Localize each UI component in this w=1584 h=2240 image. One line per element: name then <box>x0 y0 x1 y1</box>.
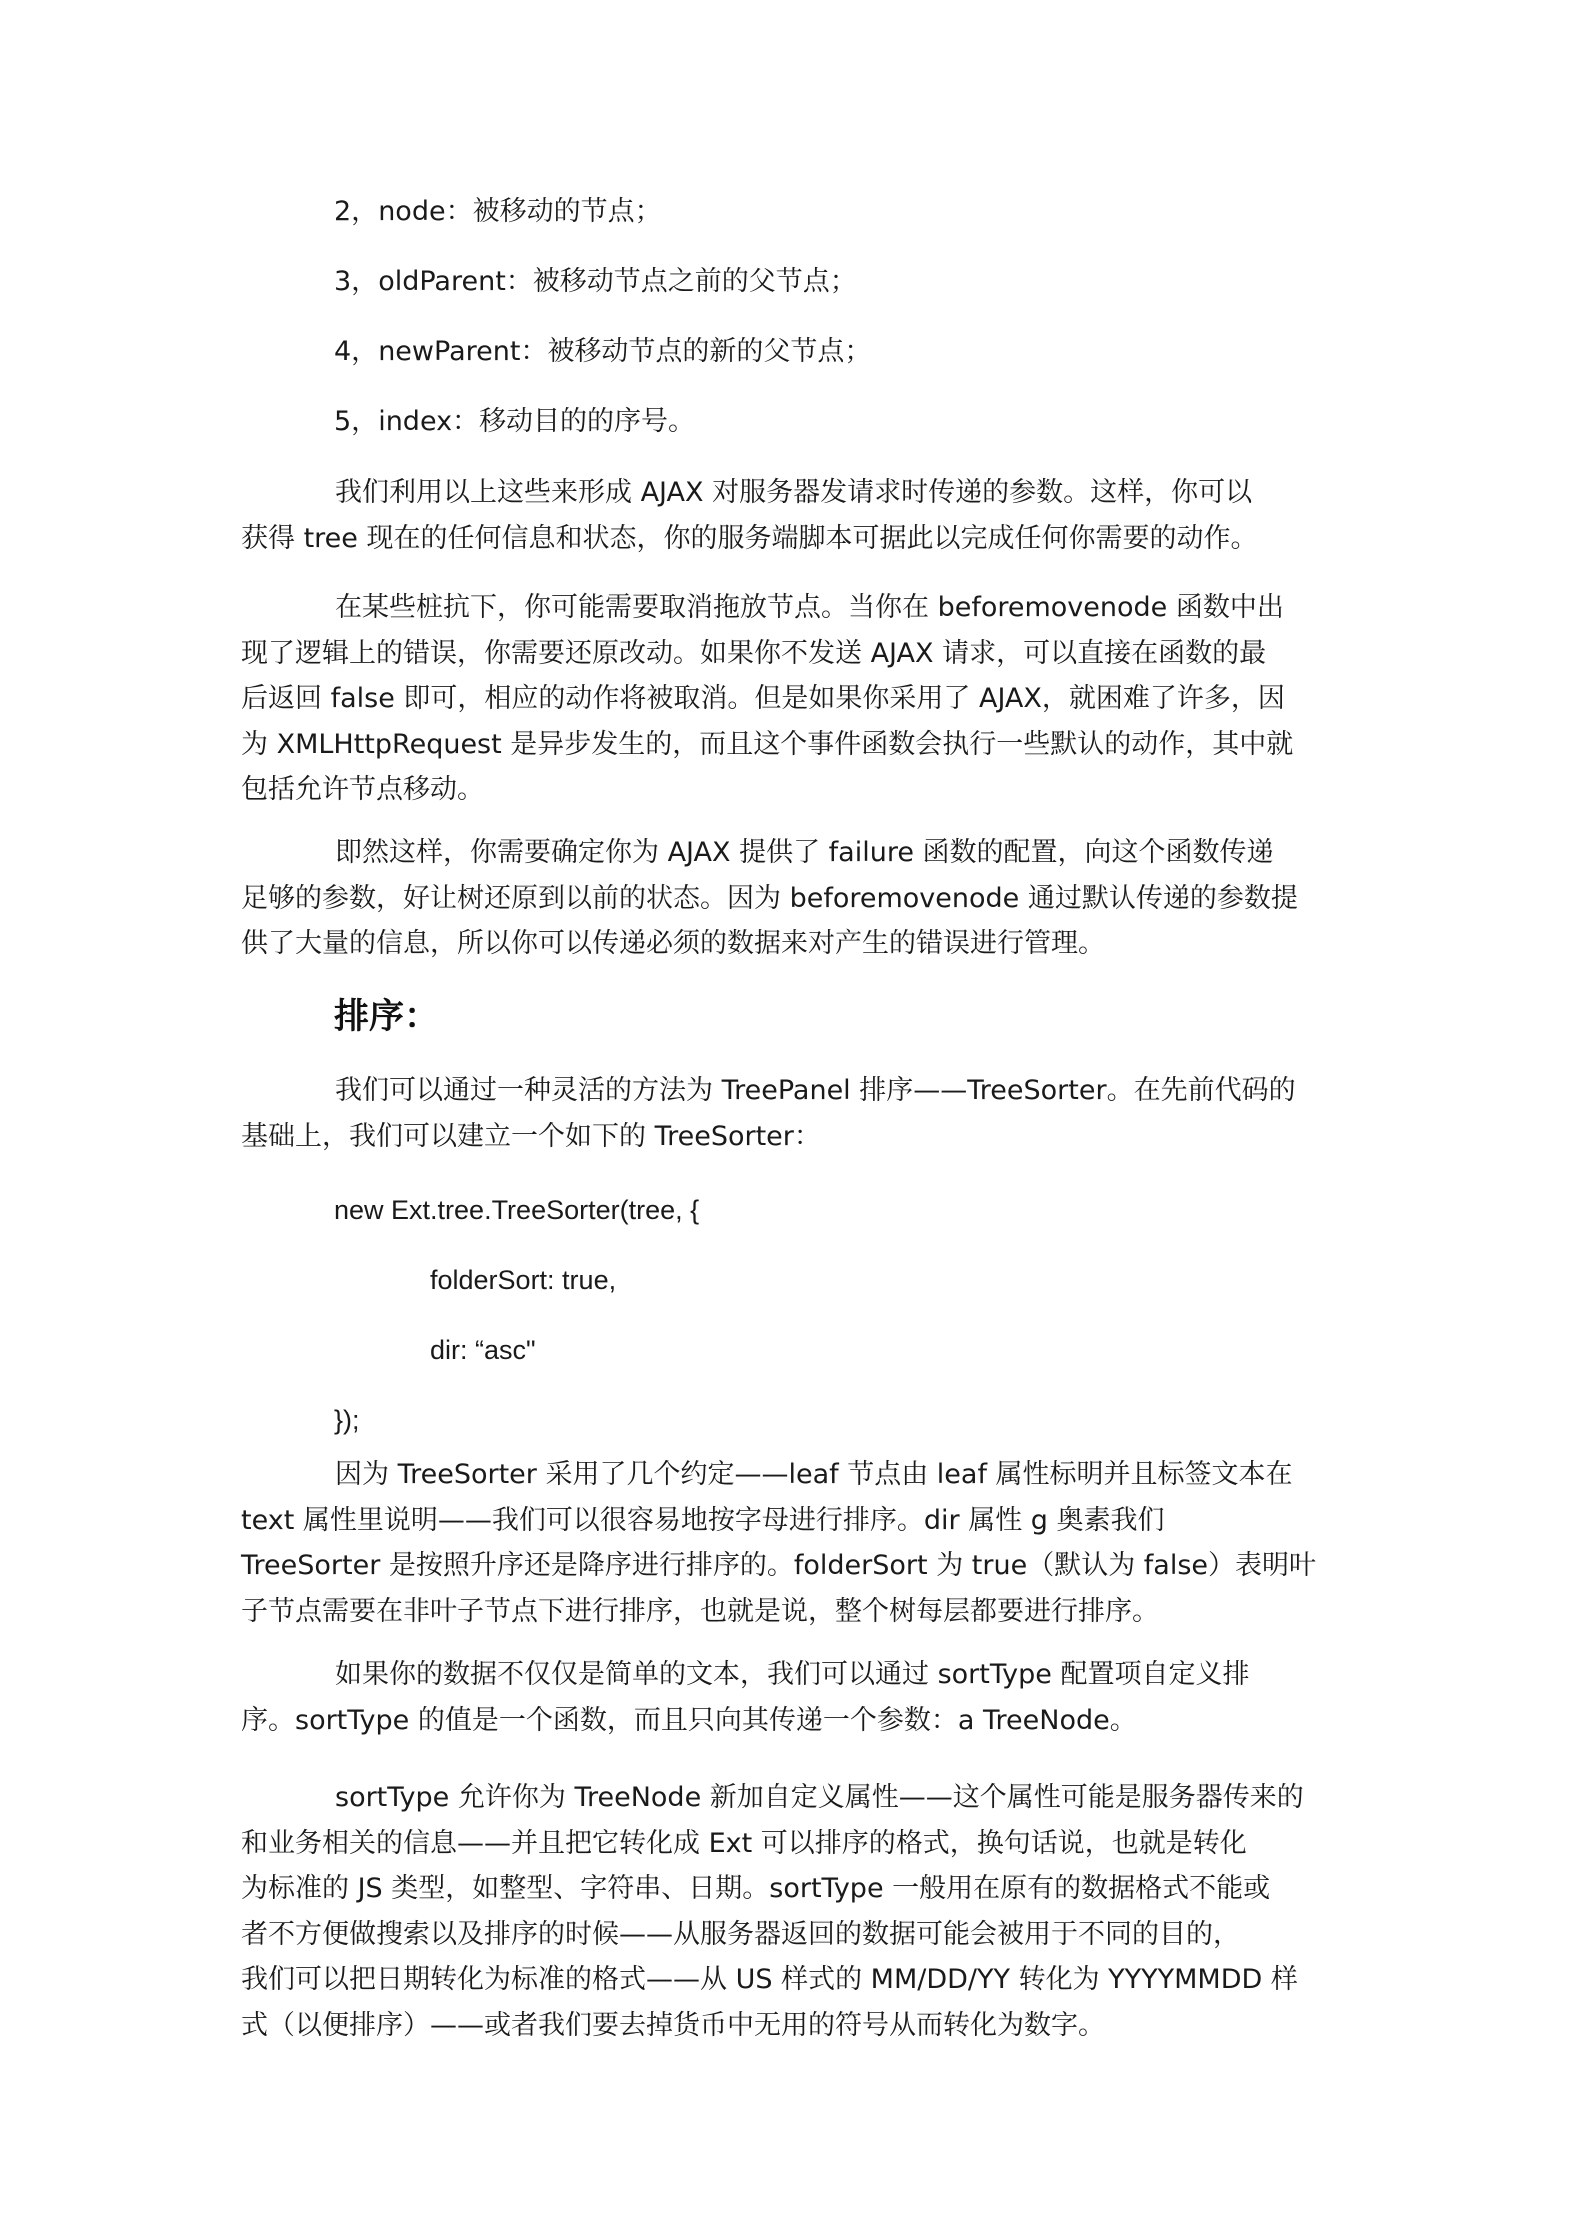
paragraph-line: 在某些桩抗下，你可能需要取消拖放节点。当你在 beforemovenode 函数中出 <box>335 592 1284 623</box>
paragraph-line: sortType 允许你为 TreeNode 新加自定义属性——这个属性可能是服务器传来的 <box>335 1782 1304 1813</box>
list-key: oldParent： <box>378 266 533 297</box>
paragraph-line: 为 XMLHttpRequest 是异步发生的，而且这个事件函数会执行一些默认的动作，其中就 <box>241 728 1294 760</box>
paragraph-line: 包括允许节点移动。 <box>241 774 484 805</box>
paragraph-line: 现了逻辑上的错误，你需要还原改动。如果你不发送 AJAX 请求，可以直接在函数的最 <box>241 637 1267 669</box>
paragraph-line: 我们可以把日期转化为标准的格式——从 US 样式的 MM/DD/YY 转化为 YYYYMMDD 样 <box>241 1964 1298 1995</box>
list-number: 2， <box>334 196 379 227</box>
code-line-1: new Ext.tree.TreeSorter(tree, { <box>334 1195 700 1225</box>
list-number: 5， <box>334 406 379 437</box>
list-desc: 被移动的节点； <box>472 196 662 227</box>
paragraph-line: 我们利用以上这些来形成 AJAX 对服务器发请求时传递的参数。这样，你可以 <box>335 477 1253 508</box>
list-number: 3， <box>334 266 379 297</box>
paragraph-line: TreeSorter 是按照升序还是降序进行排序的。folderSort 为 true（默认为 false）表明叶 <box>241 1550 1317 1581</box>
code-line-3: dir: “asc" <box>430 1335 536 1365</box>
list-key: index： <box>378 406 480 437</box>
list-item-index <box>334 404 695 440</box>
paragraph-line: 获得 tree 现在的任何信息和状态，你的服务端脚本可据此以完成任何你需要的动作。 <box>241 522 1258 554</box>
list-desc: 移动目的的序号。 <box>479 406 696 437</box>
paragraph-sorttype-config <box>241 1652 1354 1743</box>
paragraph-ajax-params <box>241 470 1354 561</box>
paragraph-failure-config <box>241 830 1354 967</box>
paragraph-line: text 属性里说明——我们可以很容易地按字母进行排序。dir 属性 g 奥素我们 <box>241 1504 1165 1536</box>
list-desc: 被移动节点的新的父节点； <box>547 336 872 367</box>
paragraph-line: 基础上，我们可以建立一个如下的 TreeSorter： <box>241 1120 821 1152</box>
code-line-4: }); <box>334 1405 360 1435</box>
paragraph-line: 因为 TreeSorter 采用了几个约定——leaf 节点由 leaf 属性标明并且标签文本在 <box>335 1459 1293 1490</box>
list-desc: 被移动节点之前的父节点； <box>532 266 857 297</box>
list-item-oldparent <box>334 264 857 300</box>
list-item-node <box>334 194 662 230</box>
paragraph-line: 为标准的 JS 类型，如整型、字符串、日期。sortType 一般用在原有的数据格式不能或 <box>241 1873 1271 1904</box>
paragraph-line: 后返回 false 即可，相应的动作将被取消。但是如果你采用了 AJAX，就困难了许多，因 <box>241 683 1285 714</box>
paragraph-line: 式（以便排序）——或者我们要去掉货币中无用的符号从而转化为数字。 <box>241 2009 1105 2041</box>
paragraph-line: 如果你的数据不仅仅是简单的文本，我们可以通过 sortType 配置项自定义排 <box>335 1659 1250 1690</box>
paragraph-treesorter-intro <box>241 1068 1354 1159</box>
paragraph-line: 子节点需要在非叶子节点下进行排序，也就是说，整个树每层都要进行排序。 <box>241 1595 1159 1627</box>
list-number: 4， <box>334 336 379 367</box>
paragraph-line: 即然这样，你需要确定你为 AJAX 提供了 failure 函数的配置，向这个函数传递 <box>335 837 1274 868</box>
paragraph-line: 序。sortType 的值是一个函数，而且只向其传递一个参数：a TreeNode。 <box>241 1704 1137 1736</box>
paragraph-sorttype-details <box>241 1775 1354 2048</box>
paragraph-cancel-drop <box>241 585 1354 813</box>
paragraph-line: 我们可以通过一种灵活的方法为 TreePanel 排序——TreeSorter。在先前代码的 <box>335 1075 1296 1106</box>
list-key: node： <box>378 196 473 227</box>
paragraph-treesorter-conventions <box>241 1452 1354 1634</box>
paragraph-line: 供了大量的信息，所以你可以传递必须的数据来对产生的错误进行管理。 <box>241 928 1105 959</box>
section-heading-sorting: 排序： <box>334 997 440 1037</box>
paragraph-line: 和业务相关的信息——并且把它转化成 Ext 可以排序的格式，换句话说，也就是转化 <box>241 1827 1247 1859</box>
code-line-2: folderSort: true, <box>430 1265 617 1295</box>
paragraph-line: 足够的参数，好让树还原到以前的状态。因为 beforemovenode 通过默认传递的参数提 <box>241 882 1298 914</box>
paragraph-line: 者不方便做搜索以及排序的时候——从服务器返回的数据可能会被用于不同的目的， <box>241 1918 1240 1950</box>
list-item-newparent <box>334 334 871 370</box>
list-key: newParent： <box>378 336 548 367</box>
